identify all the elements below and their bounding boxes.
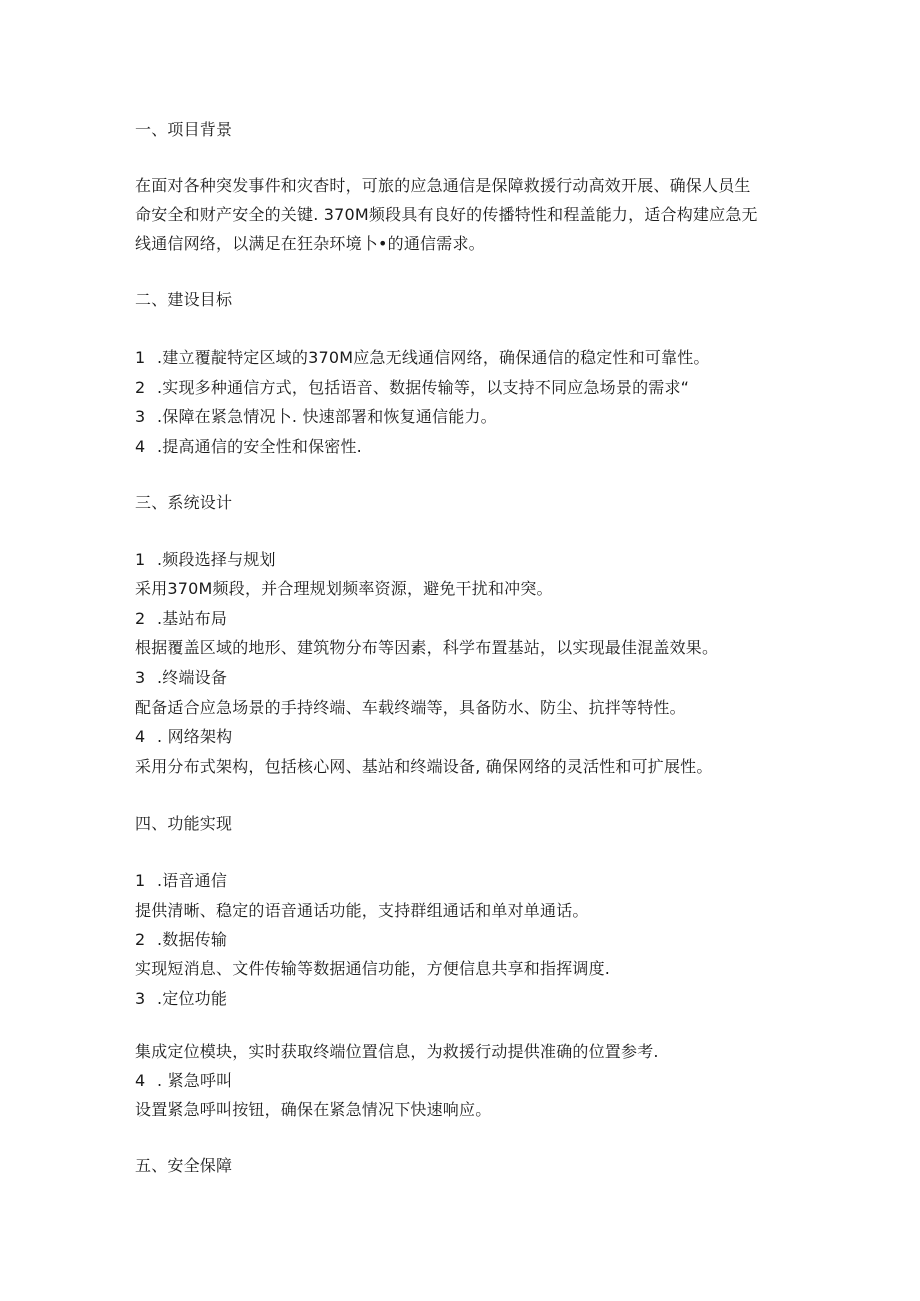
list-number: 2	[135, 378, 146, 397]
subsection-title	[135, 666, 227, 690]
subsection-title	[135, 607, 227, 631]
subsection-title	[135, 987, 227, 1011]
list-number: 3	[135, 407, 146, 426]
subsection-title-text: . 紧急呼叫	[157, 1071, 233, 1090]
subsection-title-text: .基站布局	[157, 609, 228, 628]
list-number: 3	[135, 989, 146, 1008]
subsection-title	[135, 725, 232, 749]
subsection-title	[135, 869, 227, 893]
list-item	[135, 346, 710, 370]
subsection-description: 设置紧急呼叫按钮，确保在紧急情况下快速响应。	[135, 1100, 492, 1119]
list-number: 4	[135, 727, 146, 746]
list-text: .提高通信的安全性和保密性.	[157, 437, 362, 456]
subsection-title	[135, 548, 276, 572]
subsection-title-text: .数据传输	[157, 930, 228, 949]
list-item	[135, 435, 362, 459]
section-heading-security: 五、安全保障	[135, 1156, 233, 1175]
section-heading-function-implementation: 四、功能实现	[135, 814, 233, 833]
subsection-description: 根据覆盖区域的地形、建筑物分布等因素，科学布置基站，以实现最佳混盖效果。	[135, 638, 719, 657]
list-number: 4	[135, 437, 146, 456]
list-number: 2	[135, 930, 146, 949]
section-heading-construction-goals: 二、建设目标	[135, 290, 233, 309]
list-text: .保障在紧急情况卜. 快速部署和恢复通信能力。	[157, 407, 497, 426]
subsection-description: 采用370M频段，并合理规划频率资源，避免干扰和冲突。	[135, 579, 553, 598]
subsection-title-text: .频段选择与规划	[157, 550, 276, 569]
list-number: 1	[135, 348, 146, 367]
list-item	[135, 405, 497, 429]
subsection-title	[135, 928, 227, 952]
subsection-description: 配备适合应急场景的手持终端、车载终端等，具备防水、防尘、抗拌等特性。	[135, 698, 686, 717]
list-text: .建立覆靛特定区域的370M应急无线通信网络，确保通信的稳定性和可靠性。	[157, 348, 710, 367]
paragraph-line: 命安全和财产安全的关键. 370M频段具有良好的传播特性和程盖能力，适合构建应急无	[135, 205, 758, 224]
subsection-title-text: .语音通信	[157, 871, 228, 890]
section-heading-system-design: 三、系统设计	[135, 493, 233, 512]
subsection-description: 提供清晰、稳定的语音通话功能，支持群组通话和单对单通话。	[135, 901, 589, 920]
subsection-title-text: . 网络架构	[157, 727, 233, 746]
subsection-title-text: .终端设备	[157, 668, 228, 687]
subsection-description: 集成定位模块，实时获取终端位置信息，为救援行动提供准确的位置参考.	[135, 1042, 659, 1061]
subsection-description: 实现短消息、文件传输等数据通信功能，方便信息共享和指挥调度.	[135, 959, 611, 978]
list-number: 1	[135, 550, 146, 569]
list-number: 1	[135, 871, 146, 890]
section-heading-project-background: 一、项目背景	[135, 120, 233, 139]
paragraph-line: 线通信网络，以满足在狂杂环境卜•的通信需求。	[135, 234, 485, 253]
list-number: 3	[135, 668, 146, 687]
list-number: 2	[135, 609, 146, 628]
subsection-description: 采用分布式架构，包括核心网、基站和终端设备, 确保网络的灵活性和可扩展性。	[135, 757, 713, 776]
list-text: .实现多种通信方式，包括语音、数据传输等，以支持不同应急场景的需求“	[157, 378, 690, 397]
list-number: 4	[135, 1071, 146, 1090]
list-item	[135, 376, 689, 400]
subsection-title-text: .定位功能	[157, 989, 228, 1008]
subsection-title	[135, 1069, 232, 1093]
paragraph-line: 在面对各种突发事件和灾杳时，可旅的应急通信是保障救援行动高效开展、确保人员生	[135, 176, 751, 195]
